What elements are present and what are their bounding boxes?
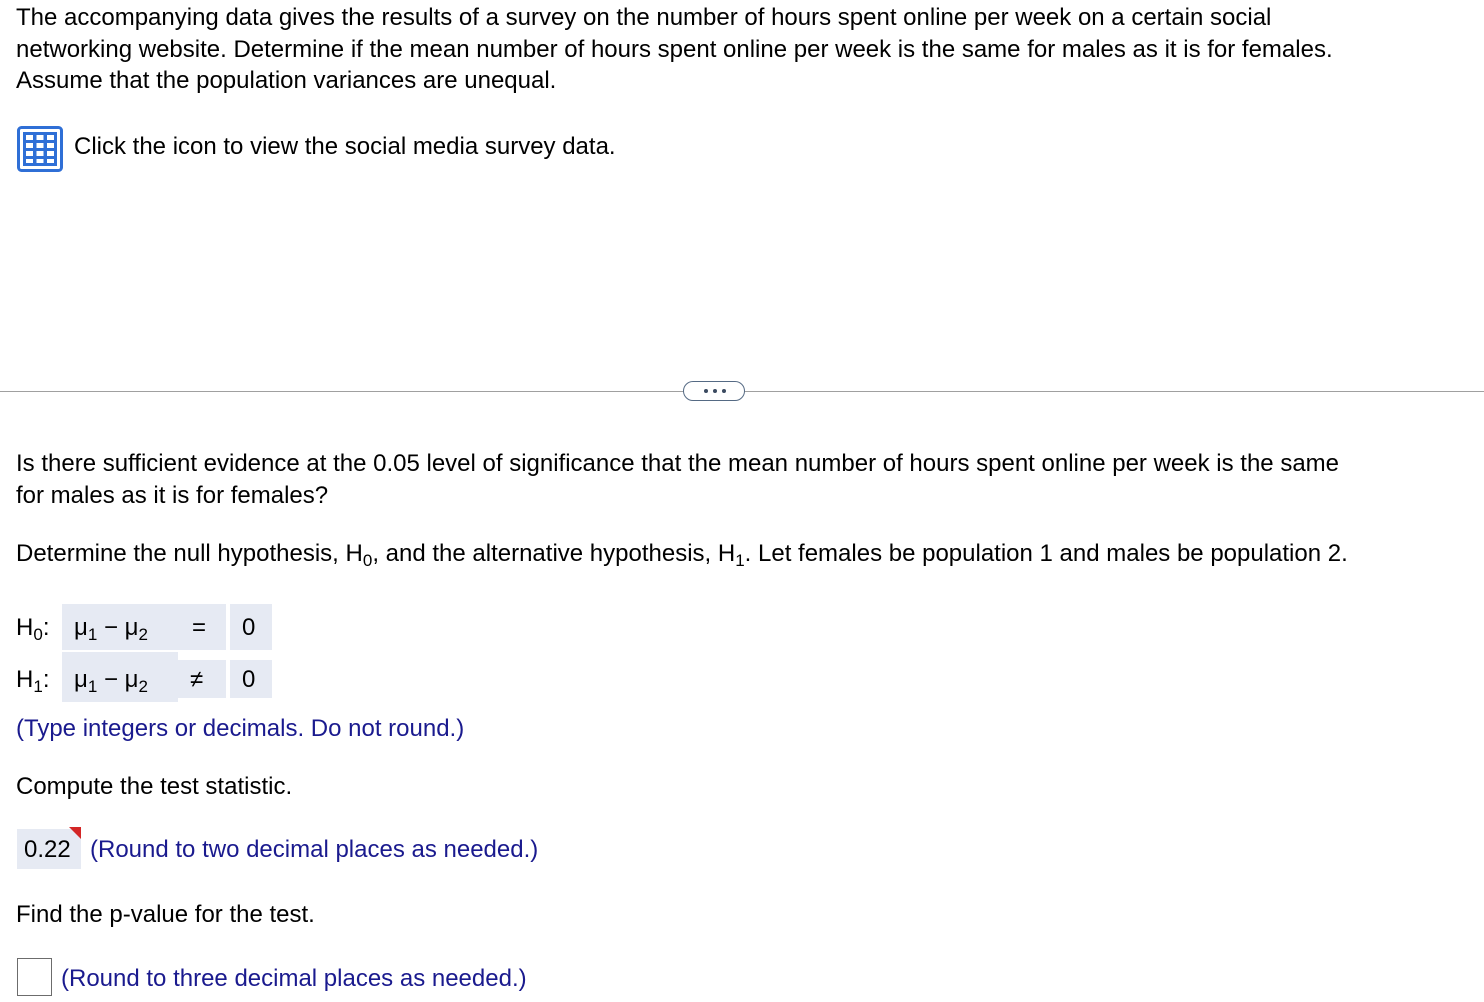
- alternative-hypothesis-value[interactable]: 0: [230, 660, 272, 698]
- intro-line: The accompanying data gives the results of a survey on the number of hours spent online per week on a certain social: [16, 4, 1272, 31]
- null-hypothesis-parameter[interactable]: $\mu_1 - \mu_2$: [62, 604, 178, 650]
- data-link-text[interactable]: Click the icon to view the social media survey data.: [74, 133, 616, 160]
- null-hypothesis-label: $H_0$:: [16, 614, 50, 644]
- spreadsheet-icon[interactable]: [17, 126, 63, 172]
- intro-line: Assume that the population variances are unequal.: [16, 67, 557, 94]
- ellipsis-icon[interactable]: [683, 381, 745, 401]
- hypothesis-instruction: (Type integers or decimals. Do not round.): [16, 715, 465, 742]
- alternative-hypothesis-operator[interactable]: ≠: [170, 660, 226, 698]
- null-hypothesis-row: [16, 604, 276, 650]
- alternative-hypothesis-label: $H_1$:: [16, 666, 50, 696]
- null-hypothesis-operator[interactable]: =: [170, 604, 226, 650]
- intro-line: networking website. Determine if the mean number of hours spent online per week is the same for males as it is for females.: [16, 35, 1333, 63]
- hypothesis-prompt: Determine the null hypothesis, $H_0$, and the alternative hypothesis, $H_1$. Let females be population 1 and males be population 2.: [16, 540, 1348, 570]
- alternative-hypothesis-parameter[interactable]: $\mu_1 - \mu_2$: [62, 652, 178, 702]
- null-hypothesis-value[interactable]: 0: [230, 604, 272, 650]
- pvalue-instruction: (Round to three decimal places as needed.): [61, 965, 527, 992]
- test-statistic-instruction: (Round to two decimal places as needed.): [90, 836, 539, 863]
- test-statistic-answer[interactable]: 0.22: [17, 829, 81, 869]
- part-question-line: Is there sufficient evidence at the 0.05 level of significance that the mean number of hours spent online per week is the same: [16, 450, 1339, 477]
- alternative-hypothesis-row: [16, 660, 276, 706]
- pvalue-input[interactable]: [17, 958, 52, 996]
- test-statistic-prompt: Compute the test statistic.: [16, 773, 293, 800]
- part-question-line: for males as it is for females?: [16, 482, 329, 509]
- pvalue-prompt: Find the p-value for the test.: [16, 901, 315, 928]
- incorrect-flag-icon: [69, 827, 81, 839]
- question-intro: [16, 2, 1476, 97]
